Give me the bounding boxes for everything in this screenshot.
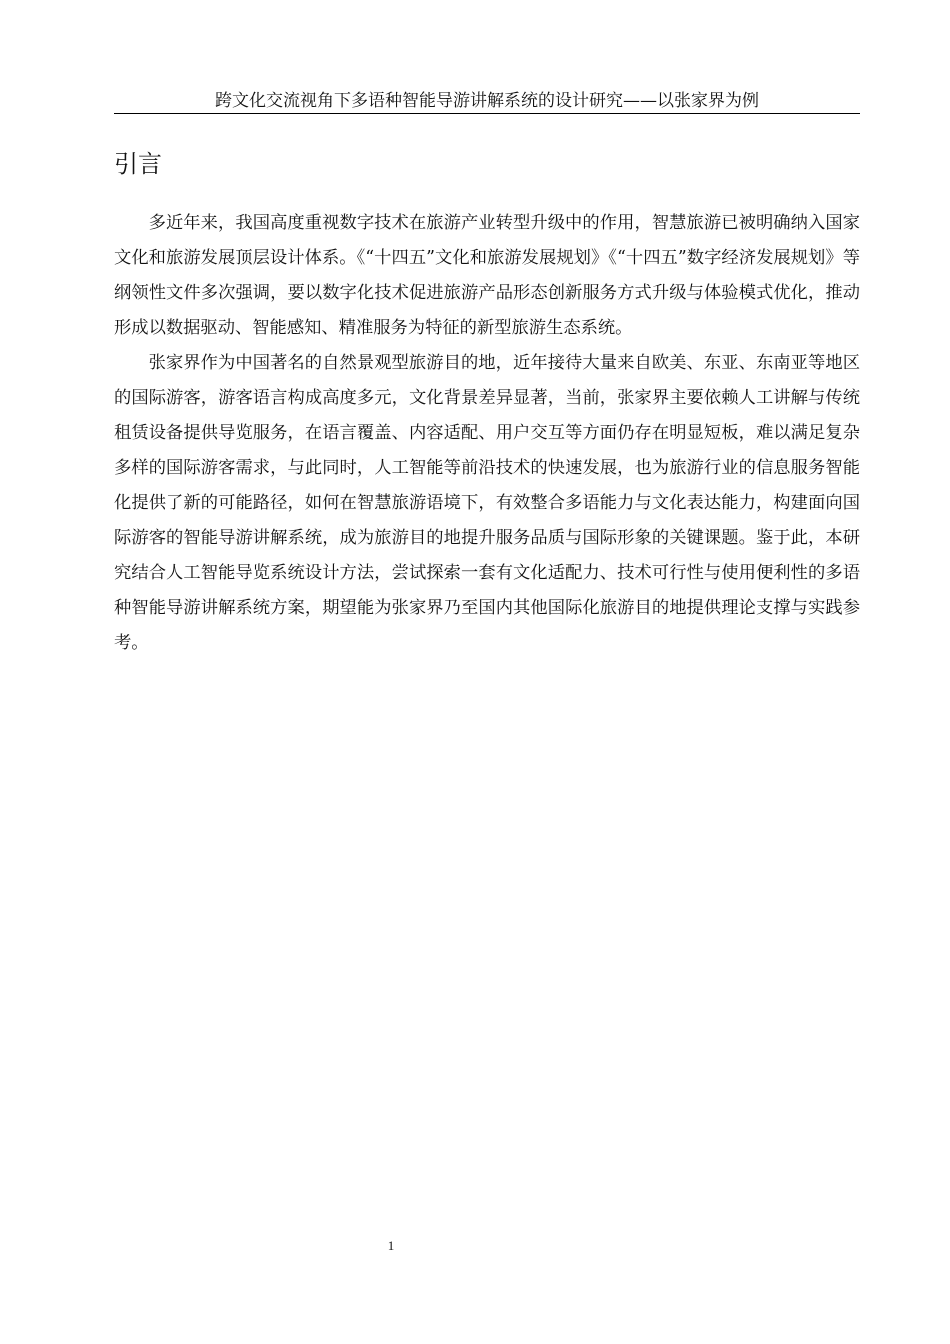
section-title: 引言 bbox=[114, 150, 162, 178]
paragraph-1: 多近年来，我国高度重视数字技术在旅游产业转型升级中的作用，智慧旅游已被明确纳入国家文化和旅游发展顶层设计体系。《“十四五”文化和旅游发展规划》《“十四五”数字经济发展规划》等纲领性文件多次强调，要以数字化技术促进旅游产品形态创新服务方式升级与体验模式优化，推动形成以数据驱动、智能感知、精准服务为特征的新型旅游生态系统。 bbox=[114, 213, 860, 338]
page-number: 1 bbox=[387, 1238, 395, 1253]
body-text bbox=[114, 206, 860, 661]
running-header: 跨文化交流视角下多语种智能导游讲解系统的设计研究——以张家界为例 bbox=[114, 89, 860, 114]
paragraph-2: 张家界作为中国著名的自然景观型旅游目的地，近年接待大量来自欧美、东亚、东南亚等地区的国际游客，游客语言构成高度多元，文化背景差异显著，当前，张家界主要依赖人工讲解与传统租赁设备提供导览服务，在语言覆盖、内容适配、用户交互等方面仍存在明显短板，难以满足复杂多样的国际游客需求，与此同时，人工智能等前沿技术的快速发展，也为旅游行业的信息服务智能化提供了新的可能路径，如何在智慧旅游语境下，有效整合多语能力与文化表达能力，构建面向国际游客的智能导游讲解系统，成为旅游目的地提升服务品质与国际形象的关键课题。鉴于此，本研究结合人工智能导览系统设计方法，尝试探索一套有文化适配力、技术可行性与使用便利性的多语种智能导游讲解系统方案，期望能为张家界乃至国内其他国际化旅游目的地提供理论支撑与实践参考。 bbox=[114, 353, 860, 653]
